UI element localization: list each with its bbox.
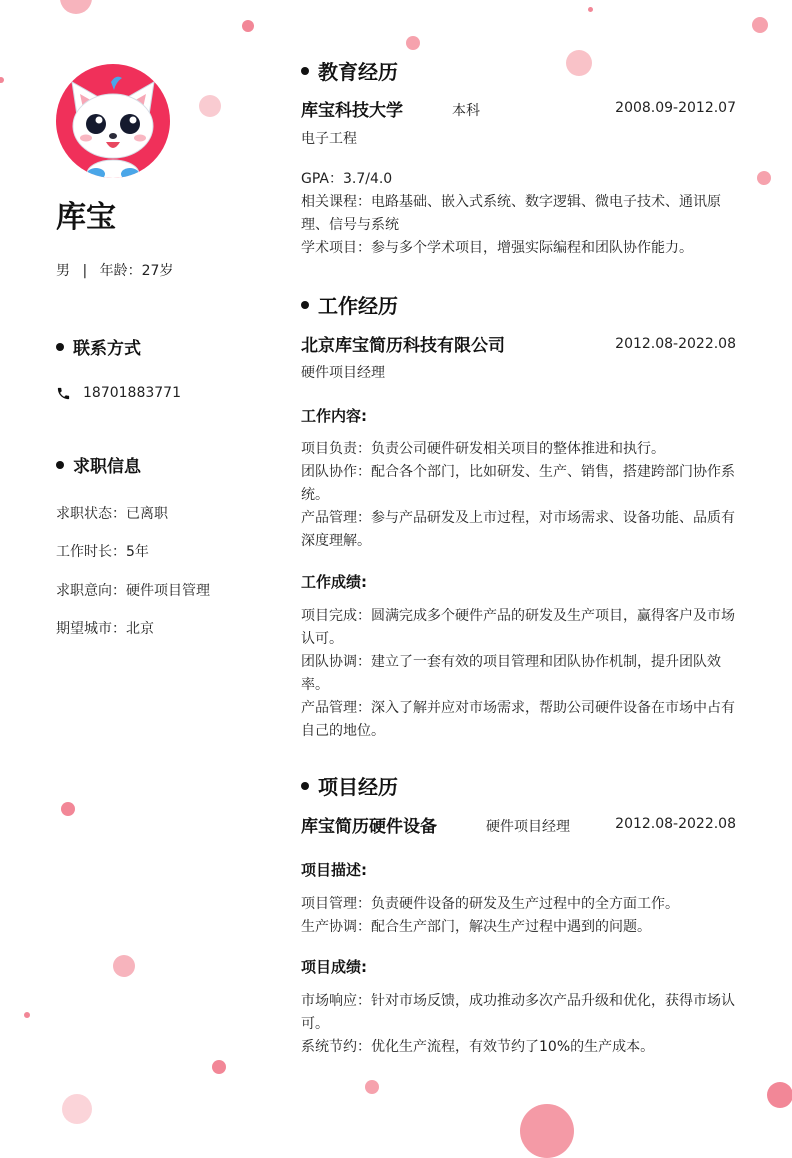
cat-mascot-icon: [56, 64, 170, 178]
project-heading-label: 项目经历: [318, 775, 398, 799]
education-heading-label: 教育经历: [318, 60, 398, 84]
work-date: 2012.08-2022.08: [615, 336, 736, 352]
basic-info: [56, 260, 173, 280]
school-name: 库宝科技大学: [301, 101, 403, 121]
work-content: [301, 438, 741, 553]
decor-dot: [588, 7, 593, 12]
decor-dot: [757, 171, 771, 185]
bullet-icon: [301, 67, 309, 75]
degree: 本科: [452, 103, 480, 119]
education-date: 2008.09-2012.07: [615, 100, 736, 116]
phone-row: [56, 385, 181, 401]
contact-heading: [56, 334, 141, 359]
decor-dot: [212, 1060, 226, 1074]
courses: 相关课程：电路基础、嵌入式系统、数字逻辑、微电子技术、通讯原理、信号与系统: [301, 194, 721, 233]
decor-dot: [767, 1082, 792, 1108]
phone-icon: [56, 386, 71, 401]
work-heading: [301, 290, 398, 319]
education-details: [301, 168, 741, 260]
project-desc-heading: 项目描述:: [301, 861, 367, 879]
decor-dot: [62, 1094, 92, 1124]
info-separator: |: [82, 263, 88, 279]
project-desc-item: 生产协调：配合生产部门，解决生产过程中遇到的问题。: [301, 919, 651, 935]
project-desc-item: 项目管理：负责硬件设备的研发及生产过程中的全方面工作。: [301, 896, 679, 912]
decor-dot: [199, 95, 221, 117]
major: 电子工程: [301, 131, 357, 147]
project-name: 库宝简历硬件设备: [301, 817, 437, 837]
bullet-icon: [56, 461, 64, 469]
work-content-item: 团队协作：配合各个部门，比如研发、生产、销售，搭建跨部门协作系统。: [301, 464, 735, 503]
decor-dot: [61, 802, 75, 816]
age: 年龄：27岁: [99, 263, 174, 279]
work-content-item: 产品管理：参与产品研发及上市过程，对市场需求、设备功能、品质有深度理解。: [301, 510, 735, 549]
contact-heading-label: 联系方式: [73, 339, 141, 359]
project-heading: [301, 771, 398, 800]
gender: 男: [56, 263, 70, 279]
job-info-heading-label: 求职信息: [73, 457, 141, 477]
bullet-icon: [301, 301, 309, 309]
bullet-icon: [56, 343, 64, 351]
academic-projects: 学术项目：参与多个学术项目，增强实际编程和团队协作能力。: [301, 240, 693, 256]
bullet-icon: [301, 782, 309, 790]
job-intention: 求职意向：硬件项目管理: [56, 583, 210, 599]
project-date: 2012.08-2022.08: [615, 816, 736, 832]
decor-dot: [406, 36, 420, 50]
work-role: 硬件项目经理: [301, 365, 385, 381]
avatar: [56, 64, 170, 178]
candidate-name: 库宝: [56, 200, 116, 235]
expected-city: 期望城市：北京: [56, 621, 154, 637]
decor-dot: [24, 1012, 30, 1018]
work-achievement-item: 项目完成：圆满完成多个硬件产品的研发及生产项目，赢得客户及市场认可。: [301, 608, 735, 647]
decor-dot: [113, 955, 135, 977]
work-achievement-item: 产品管理：深入了解并应对市场需求，帮助公司硬件设备在市场中占有自己的地位。: [301, 700, 735, 739]
decor-dot: [566, 50, 592, 76]
work-achievement-item: 团队协调：建立了一套有效的项目管理和团队协作机制，提升团队效率。: [301, 654, 721, 693]
job-info-heading: [56, 452, 141, 477]
work-duration: 工作时长：5年: [56, 544, 149, 560]
work-content-heading: 工作内容:: [301, 407, 367, 425]
work-achievements: [301, 605, 741, 743]
project-result-item: 系统节约：优化生产流程，有效节约了10%的生产成本。: [301, 1039, 655, 1055]
project-results: [301, 990, 741, 1059]
gpa: GPA：3.7/4.0: [301, 171, 393, 187]
phone-number: 18701883771: [83, 385, 181, 401]
decor-dot: [520, 1104, 574, 1158]
decor-dot: [242, 20, 254, 32]
project-description: [301, 893, 741, 939]
project-result-item: 市场响应：针对市场反馈，成功推动多次产品升级和优化，获得市场认可。: [301, 993, 735, 1032]
project-role: 硬件项目经理: [486, 819, 570, 835]
education-heading: [301, 56, 398, 85]
decor-dot: [60, 0, 92, 14]
work-heading-label: 工作经历: [318, 294, 398, 318]
work-content-item: 项目负责：负责公司硬件研发相关项目的整体推进和执行。: [301, 441, 665, 457]
job-status: 求职状态：已离职: [56, 506, 168, 522]
decor-dot: [365, 1080, 379, 1094]
company-name: 北京库宝简历科技有限公司: [301, 336, 505, 356]
work-achievements-heading: 工作成绩:: [301, 573, 367, 591]
decor-dot: [752, 17, 768, 33]
project-results-heading: 项目成绩:: [301, 958, 367, 976]
decor-dot: [0, 77, 4, 83]
